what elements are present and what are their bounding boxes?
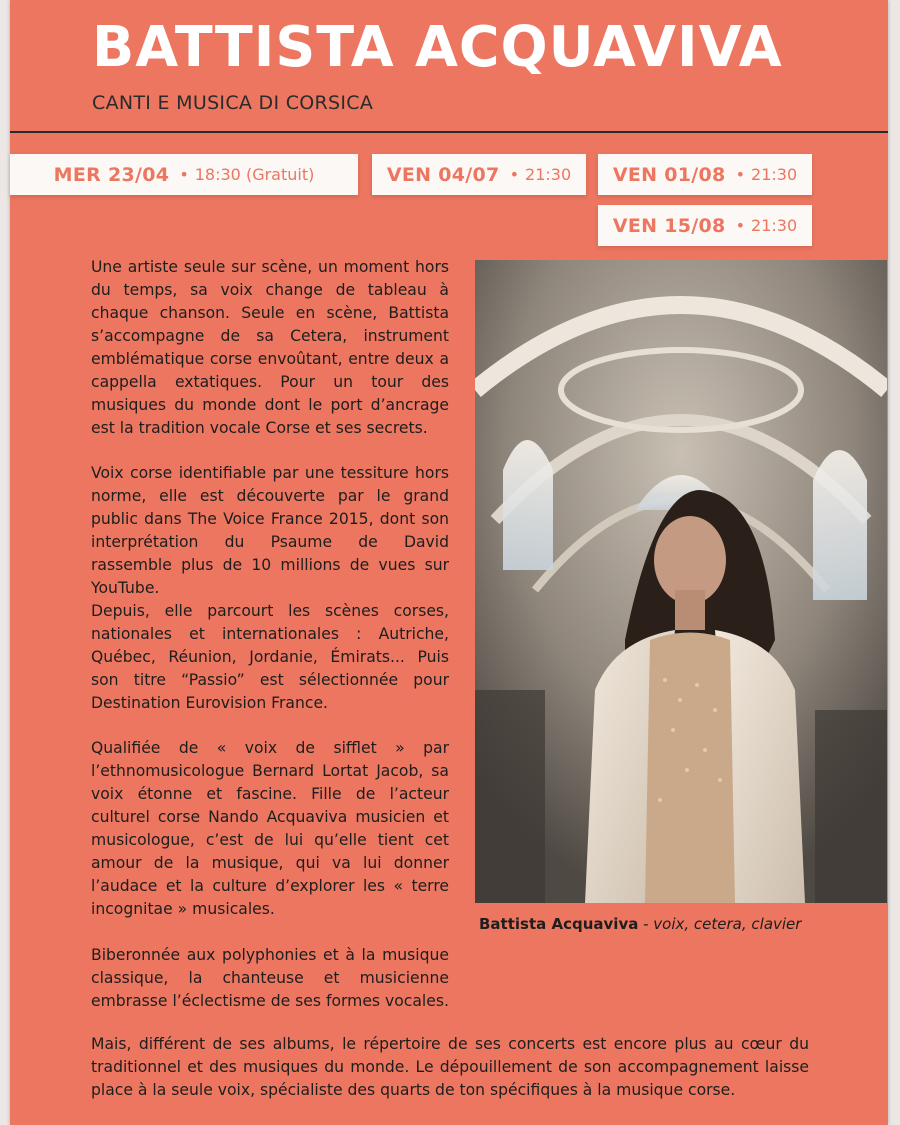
caption-roles: - voix, cetera, clavier [638,915,802,933]
date-time: 21:30 [751,165,798,184]
bio-closing-paragraph: Mais, différent de ses albums, le répertoire de ses concerts est encore plus au cœur du traditionnel et des musiques du monde. Le dépouillement de son accompagnement laisse place à la seule voix, spécialiste des quarts de ton spécifiques à la musique corse. [91,1035,809,1099]
bio-paragraph-1: Une artiste seule sur scène, un moment hors du temps, sa voix change de tableau à chaque chanson. Seule en scène, Battista s’accompagne de sa Cetera, instrument emblématique corse envoûtant, entre deux a cappella extatiques. Pour un tour des musiques du monde dont le port d’ancrage est la tradition vocale Corse et ses secrets. [91,258,449,437]
date-chip-4 [598,205,812,246]
bio-paragraph-2: Voix corse identifiable par une tessiture hors norme, elle est découverte par le grand public dans The Voice France 2015, dont son interprétation du Psaume de David rassemble plus de 10 millions de vues sur YouTube. [91,464,449,597]
bullet-dot: • [179,165,189,184]
date-time: 18:30 (Gratuit) [194,165,315,184]
page-subtitle: CANTI E MUSICA DI CORSICA [92,92,374,114]
date-chip-2 [372,154,586,195]
artist-photo [475,260,887,903]
date-time: 21:30 [751,216,798,235]
bullet-dot: • [735,216,746,235]
bullet-dot: • [735,165,746,184]
date-time: 21:30 [525,165,572,184]
date-day: VEN 01/08 [612,163,726,186]
bio-paragraph-5: Biberonnée aux polyphonies et à la musique classique, la chanteuse et musicienne embrasse l’éclectisme de ses formes vocales. [91,946,449,1010]
caption-artist-name: Battista Acquaviva [479,915,639,933]
header-divider [10,131,888,133]
bio-paragraph-4: Qualifiée de « voix de sifflet » par l’ethnomusicologue Bernard Lortat Jacob, sa voix étonne et fascine. Fille de l’acteur culturel corse Nando Acquaviva musicien et musicologue, c’est de lui qu’elle tient cet amour de la musique, qui va lui donner l’audace et la culture d’explorer les « terre incognitae » musicales. [91,739,449,918]
bio-paragraph-3: Depuis, elle parcourt les scènes corses, nationales et internationales : Autriche, Québec, Réunion, Jordanie, Émirats... Puis son titre “Passio” est sélectionnée pour Destination Eurovision France. [91,602,449,712]
date-chip-3 [598,154,812,195]
page-title: BATTISTA ACQUAVIVA [92,15,783,80]
date-chip-1 [10,154,358,195]
date-day: VEN 15/08 [612,214,726,237]
bullet-dot: • [509,165,520,184]
photo-caption [479,913,801,935]
date-day: VEN 04/07 [386,163,500,186]
date-day: MER 23/04 [53,163,170,186]
